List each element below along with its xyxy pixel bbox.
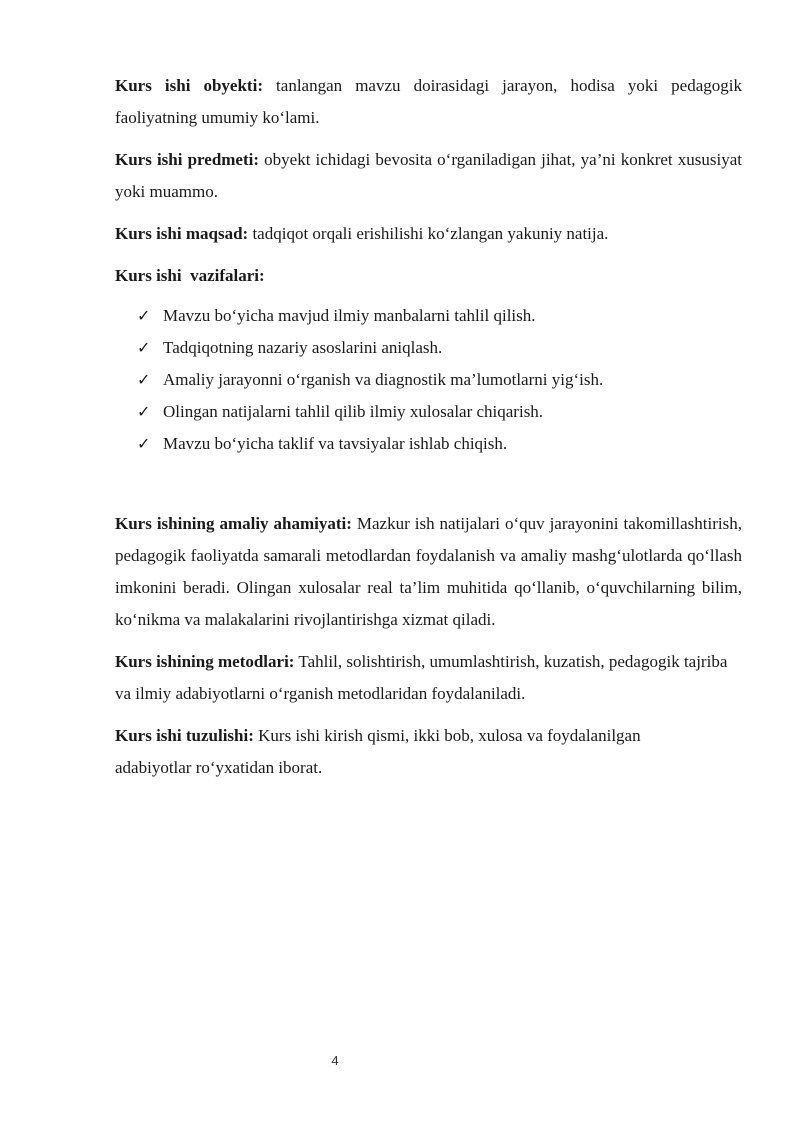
- section-spacer: [115, 460, 742, 508]
- list-item: [137, 428, 742, 460]
- checkmark-icon: ✓: [137, 370, 151, 389]
- checkmark-icon: ✓: [137, 402, 151, 421]
- amaliy-text: Mazkur ish natijalari o‘quv jarayonini takomillashtirish, pedagogik faoliyatda samarali metodlardan foydalanish va amaliy mashg‘ulotlarda qo‘llash imkonini beradi. Olingan xulosalar real ta’lim muhitida qo‘llanib, o‘quvchilarning bilim, ko‘nikma va malakalarini rivojlantirishga xizmat qiladi.: [115, 514, 742, 629]
- vazifalari-heading: Kurs ishi vazifalari:: [115, 266, 265, 285]
- metodlari-paragraph: [115, 646, 742, 710]
- vazifalari-list: [115, 300, 742, 460]
- list-item-text: Amaliy jarayonni o‘rganish va diagnostik ma’lumotlarni yig‘ish.: [163, 370, 604, 389]
- amaliy-label: Kurs ishining amaliy ahamiyati:: [115, 514, 352, 533]
- metodlari-label: Kurs ishining metodlari:: [115, 652, 295, 671]
- tuzulishi-label: Kurs ishi tuzulishi:: [115, 726, 254, 745]
- page-number: 4: [331, 1053, 339, 1068]
- predmeti-paragraph: [115, 144, 742, 208]
- predmeti-label: Kurs ishi predmeti:: [115, 150, 260, 169]
- tuzulishi-text: Kurs ishi kirish qismi, ikki bob, xulosa va foydalanilgan adabiyotlar ro‘yxatidan iborat.: [115, 726, 641, 777]
- list-item-text: Tadqiqotning nazariy asoslarini aniqlash.: [163, 338, 443, 357]
- checkmark-icon: ✓: [137, 338, 151, 357]
- document-page: [115, 70, 742, 794]
- checkmark-icon: ✓: [137, 434, 151, 453]
- maqsad-text: tadqiqot orqali erishilishi ko‘zlangan yakuniy natija.: [248, 224, 609, 243]
- tuzulishi-paragraph: [115, 720, 705, 784]
- predmeti-text: obyekt ichidagi bevosita o‘rganiladigan jihat, ya’ni konkret xususiyat yoki muammo.: [115, 150, 742, 201]
- obyekt-label: Kurs ishi obyekti:: [115, 76, 263, 95]
- checkmark-icon: ✓: [137, 306, 151, 325]
- list-item: [137, 364, 742, 396]
- list-item: [137, 396, 742, 428]
- list-item: [137, 332, 742, 364]
- maqsad-label: Kurs ishi maqsad:: [115, 224, 249, 243]
- list-item-text: Mavzu bo‘yicha mavjud ilmiy manbalarni tahlil qilish.: [163, 306, 536, 325]
- amaliy-paragraph: [115, 508, 742, 636]
- metodlari-text: Tahlil, solishtirish, umumlashtirish, kuzatish, pedagogik tajriba va ilmiy adabiyotlarni o‘rganish metodlaridan foydalaniladi.: [115, 652, 728, 703]
- obyekt-text: tanlangan mavzu doirasidagi jarayon, hodisa yoki pedagogik faoliyatning umumiy ko‘lami.: [115, 76, 742, 127]
- list-item-text: Olingan natijalarni tahlil qilib ilmiy xulosalar chiqarish.: [163, 402, 544, 421]
- list-item-text: Mavzu bo‘yicha taklif va tavsiyalar ishlab chiqish.: [163, 434, 508, 453]
- maqsad-paragraph: [115, 218, 742, 250]
- list-item: [137, 300, 742, 332]
- obyekt-paragraph: [115, 70, 742, 134]
